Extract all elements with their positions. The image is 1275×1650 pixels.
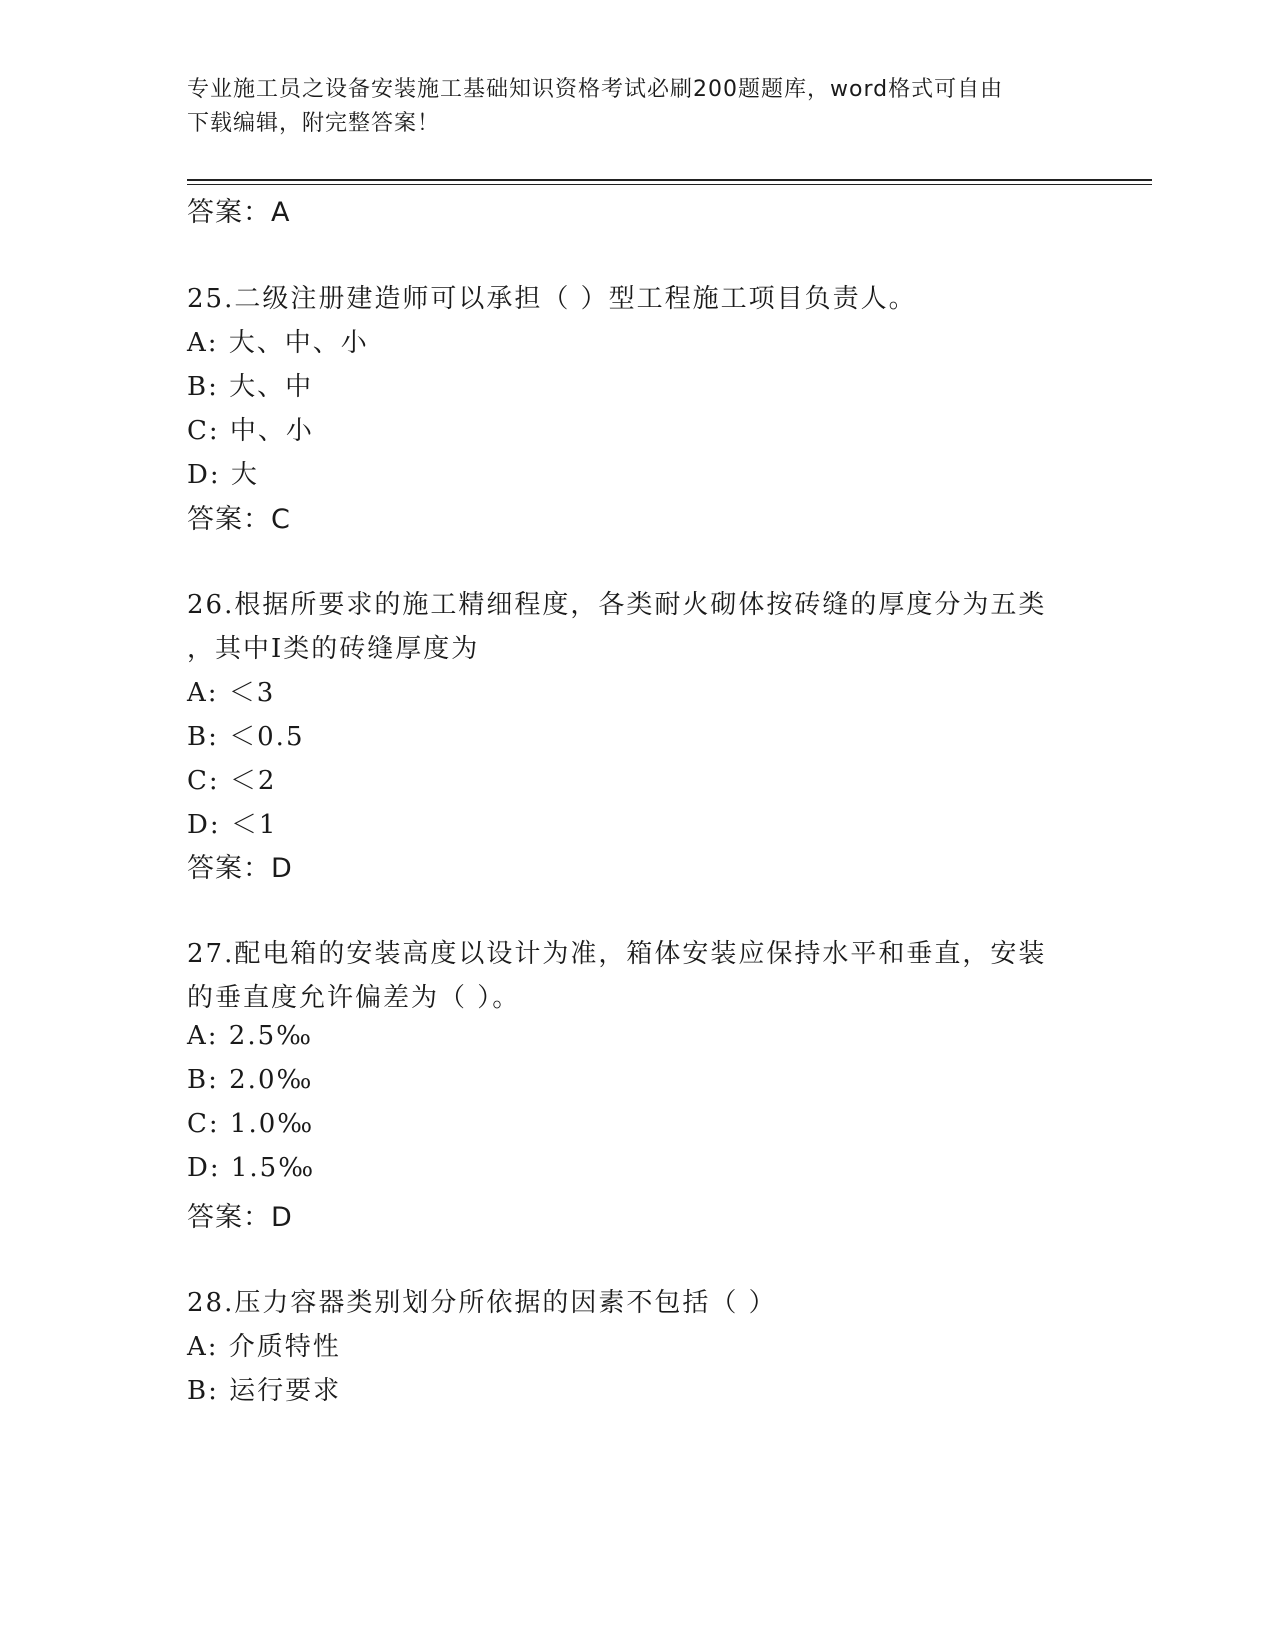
previous-answer: 答案：A [187,197,291,228]
question-27-option-d: D: 1.5‰ [187,1153,316,1183]
header-line-2: 下载编辑，附完整答案！ [187,111,441,136]
question-27-answer: 答案：D [187,1202,293,1233]
question-27-stem-line-1: 27.配电箱的安装高度以设计为准，箱体安装应保持水平和垂直，安装 [187,939,1047,969]
question-25-option-d: D: 大 [187,460,259,490]
question-26-option-b: B: ＜0.5 [187,722,305,752]
header-line-1: 专业施工员之设备安装施工基础知识资格考试必刷200题题库，word格式可自由 [187,77,1004,102]
question-26-option-d: D: ＜1 [187,810,278,840]
document-header [187,73,1087,141]
question-25-option-b: B: 大、中 [187,372,314,402]
question-27-option-b: B: 2.0‰ [187,1065,314,1095]
question-26-option-c: C: ＜2 [187,766,277,796]
question-26-stem-line-1: 26.根据所要求的施工精细程度，各类耐火砌体按砖缝的厚度分为五类 [187,590,1047,620]
question-28-option-a: A: 介质特性 [187,1332,341,1362]
question-27-option-a: A: 2.5‰ [187,1021,314,1051]
question-26-answer: 答案：D [187,853,293,884]
header-divider-thin [187,184,1152,185]
question-28-option-b: B: 运行要求 [187,1376,342,1406]
question-26-option-a: A: ＜3 [187,678,276,708]
question-25-option-a: A: 大、中、小 [187,328,369,358]
question-27-option-c: C: 1.0‰ [187,1109,315,1139]
header-divider-thick [187,179,1152,181]
question-25-stem: 25.二级注册建造师可以承担（ ）型工程施工项目负责人。 [187,284,917,314]
question-25-option-c: C: 中、小 [187,416,314,446]
question-25-answer: 答案：C [187,504,291,535]
question-26-stem-line-2: ，其中Ⅰ类的砖缝厚度为 [187,634,480,664]
question-28-stem: 28.压力容器类别划分所依据的因素不包括（ ） [187,1288,777,1318]
question-27-stem-line-2: 的垂直度允许偏差为（ ）。 [187,983,521,1013]
